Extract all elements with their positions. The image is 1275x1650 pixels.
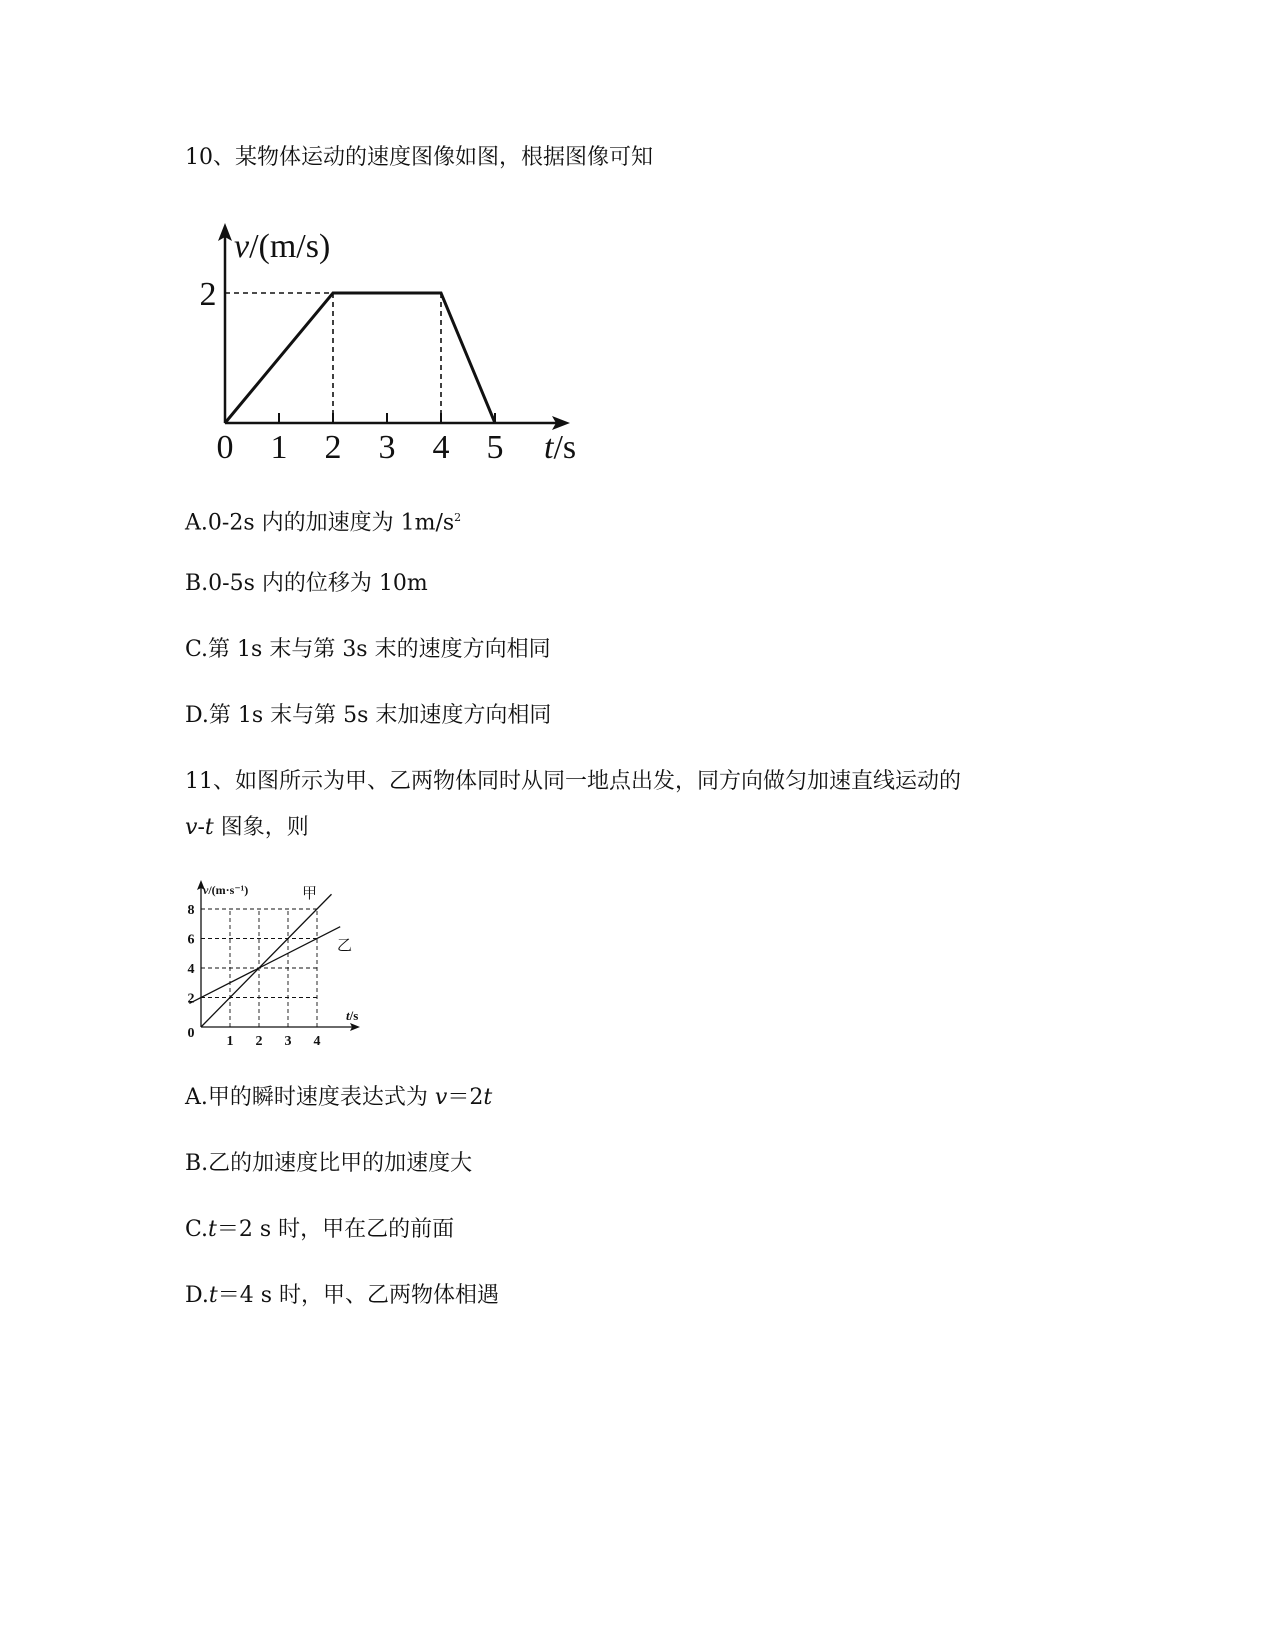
option-letter: C.: [185, 637, 209, 662]
x-axis-label: t/s: [544, 429, 577, 466]
x-tick-label: 3: [284, 1034, 292, 1049]
velocity-time-chart-1: [200, 215, 600, 475]
velocity-series-line: [225, 293, 495, 423]
q11-option-b: [185, 1149, 472, 1179]
series-label-yi: 乙: [337, 938, 353, 954]
stem-var-t: t: [204, 815, 214, 840]
option-text: 第 1s 末与第 5s 末加速度方向相同: [208, 703, 552, 728]
var-t: t: [483, 1085, 493, 1110]
x-axis-label: t/s: [346, 1008, 359, 1023]
option-letter: D.: [185, 703, 209, 728]
option-text: ＝4 s 时，甲、乙两物体相遇: [217, 1283, 499, 1308]
y-tick-label: 2: [200, 276, 217, 313]
series-label-jia: 甲: [302, 886, 318, 902]
q11-option-c: [185, 1215, 454, 1245]
question-11-stem-line2: [185, 813, 309, 843]
var-v: v: [434, 1085, 448, 1110]
data-point: [495, 423, 496, 424]
stem-dash: -: [197, 815, 205, 840]
y-tick-label: 4: [187, 962, 195, 977]
var-t: t: [208, 1217, 217, 1242]
x-tick-label: 0: [216, 429, 234, 466]
y-tick-label: 0: [187, 1026, 195, 1041]
x-tick-label: 5: [486, 429, 504, 466]
option-superscript: 2: [454, 511, 462, 524]
x-tick-label: 1: [270, 429, 288, 466]
data-point: [225, 423, 226, 424]
option-text: 甲的瞬时速度表达式为: [207, 1085, 435, 1110]
option-text: 0-2s 内的加速度为 1m/s: [207, 510, 455, 536]
y-tick-label: 6: [187, 932, 195, 948]
question-11-stem-line1: 11、如图所示为甲、乙两物体同时从同一地点出发，同方向做匀加速直线运动的: [185, 769, 961, 794]
option-letter: C.: [185, 1217, 209, 1242]
stem-var-v: v: [185, 815, 198, 840]
question-10-stem: 10、某物体运动的速度图像如图，根据图像可知: [185, 145, 653, 170]
option-text: 第 1s 末与第 3s 末的速度方向相同: [208, 637, 551, 662]
q10-option-d: [185, 701, 551, 731]
y-tick-label: 2: [187, 991, 195, 1007]
x-tick-label: 2: [255, 1034, 263, 1049]
x-tick-label: 2: [324, 429, 342, 466]
option-letter: A.: [185, 510, 208, 536]
y-axis-label: v/(m/s): [234, 228, 331, 265]
y-tick-label: 8: [187, 903, 195, 918]
option-mid: ＝2: [447, 1085, 484, 1110]
var-t: t: [208, 1283, 218, 1308]
option-text: 乙的加速度比甲的加速度大: [208, 1151, 473, 1176]
x-tick-label: 4: [313, 1034, 321, 1049]
x-tick-label: 3: [378, 429, 396, 466]
x-tick-label: 4: [432, 429, 450, 466]
option-letter: B.: [185, 571, 209, 596]
stem-rest: 图象，则: [213, 815, 309, 840]
velocity-time-chart-2: [182, 872, 382, 1052]
option-letter: A.: [185, 1085, 208, 1110]
option-text: ＝2 s 时，甲在乙的前面: [216, 1217, 455, 1242]
x-tick-label: 1: [226, 1034, 234, 1049]
option-text: 0-5s 内的位移为 10m: [208, 571, 428, 596]
y-axis-label: v/(m·s⁻¹): [203, 883, 249, 897]
q10-option-a: [185, 503, 461, 538]
data-point: [333, 293, 334, 294]
option-letter: D.: [185, 1283, 209, 1308]
q11-option-d: [185, 1281, 499, 1311]
q10-option-b: [185, 569, 428, 599]
data-point: [441, 293, 442, 294]
q10-option-c: [185, 635, 551, 665]
series-line-jia: [201, 894, 332, 1027]
option-letter: B.: [185, 1151, 209, 1176]
q11-option-a: [185, 1083, 492, 1113]
